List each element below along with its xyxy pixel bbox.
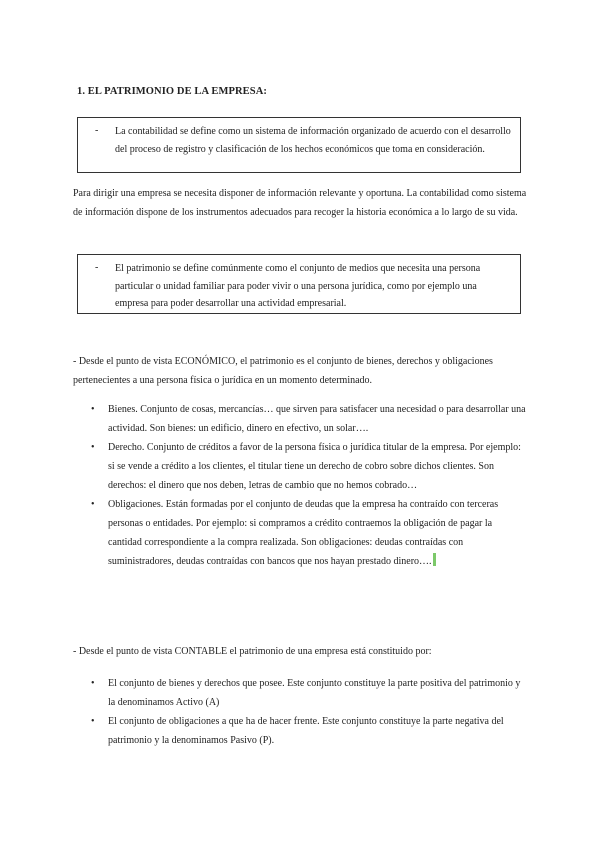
list-item-bienes (73, 400, 528, 438)
paragraph-contable: - Desde el punto de vista CONTABLE el patrimonio de una empresa está constituido por: (73, 646, 432, 657)
bullet-dot: • (91, 716, 95, 727)
text-cursor (433, 553, 436, 566)
bullet-dot: • (91, 404, 95, 415)
list-item-obligaciones (73, 495, 528, 571)
list-item-text: Bienes. Conjunto de cosas, mercancías… que sirven para satisfacer una necesidad o para desarrollar una actividad. Son bienes: un edificio, dinero en efectivo, un solar…. (108, 404, 526, 434)
paragraph-economico: - Desde el punto de vista ECONÓMICO, el patrimonio es el conjunto de bienes, derechos y obligaciones pertenecientes a una persona física o jurídica en un momento determinado. (73, 356, 493, 386)
list-item-text: Derecho. Conjunto de créditos a favor de la persona física o jurídica titular de la empresa. Por ejemplo: si se vende a crédito a los clientes, el titular tiene un derecho de cobro sobre dichos clientes. Son derechos: el dinero que nos deben, letras de cambio que no hemos cobrado… (108, 442, 521, 491)
definition-box-patrimonio (77, 254, 521, 314)
list-item-activo (73, 674, 528, 712)
bullet-dot: • (91, 678, 95, 689)
bullet-dot: • (91, 499, 95, 510)
list-item-text: El conjunto de obligaciones a que ha de hacer frente. Este conjunto constituye la parte negativa del patrimonio y la denominamos Pasivo (P). (108, 716, 504, 746)
list-item-text: Obligaciones. Están formadas por el conjunto de deudas que la empresa ha contraído con terceras personas o entidades. Por ejemplo: si compramos a crédito contraemos la obligación de pagar la cantidad correspondiente a la compra realizada. Son obligaciones: deudas contraídas con suministradores, deudas contraídas con bancos que nos hayan prestado dinero…. (108, 499, 499, 567)
list-item-text: El conjunto de bienes y derechos que posee. Este conjunto constituye la parte positiva del patrimonio y la denominamos Activo (A) (108, 678, 521, 708)
definition-box-contabilidad (77, 117, 521, 173)
list-item-pasivo (73, 712, 528, 750)
economic-components-list (73, 400, 528, 571)
bullet-dot: • (91, 442, 95, 453)
definition-text-patrimonio: El patrimonio se define comúnmente como el conjunto de medios que necesita una persona particular o unidad familiar para poder vivir o una persona jurídica, como por ejemplo una empresa para poder desarrollar una actividad empresarial. (115, 263, 481, 309)
definition-text-contabilidad: La contabilidad se define como un sistema de información organizado de acuerdo con el desarrollo del proceso de registro y clasificación de los hechos económicos que toma en consideración. (115, 126, 511, 155)
box-dash: - (95, 262, 99, 273)
list-item-derecho (73, 438, 528, 495)
accounting-components-list (73, 674, 528, 750)
section-heading: 1. EL PATRIMONIO DE LA EMPRESA: (77, 86, 267, 97)
box-dash: - (95, 125, 99, 136)
paragraph-informacion: Para dirigir una empresa se necesita disponer de información relevante y oportuna. La contabilidad como sistema de información dispone de los instrumentos adecuados para recoger la historia económica a lo largo de su vida. (73, 188, 527, 218)
